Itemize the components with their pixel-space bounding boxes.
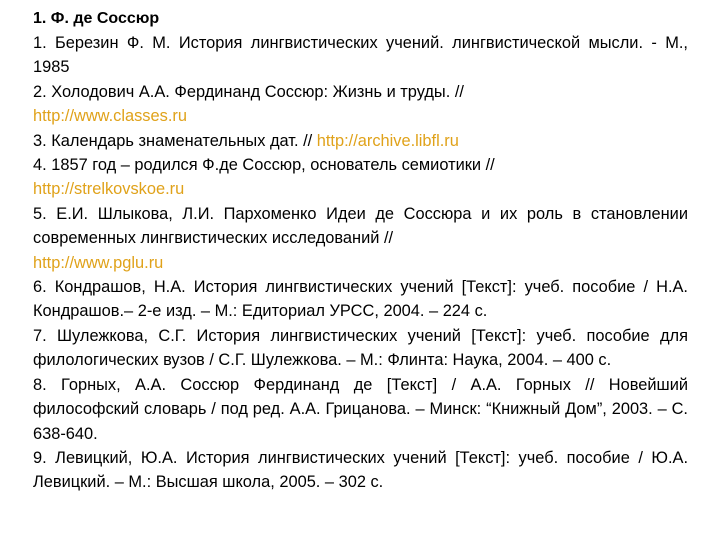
reference-item-8 xyxy=(33,373,688,446)
reference-text: 2. Холодович А.А. Фердинанд Соссюр: Жизнь и труды. // xyxy=(33,82,464,101)
reference-text: 4. 1857 год – родился Ф.де Соссюр, основатель семиотики // xyxy=(33,156,495,175)
reference-text: 9. Левицкий, Ю.А. История лингвистических учений [Текст]: учеб. пособие / Ю.А. Левицкий. – М.: Высшая школа, 2005. – 302 с. xyxy=(33,448,688,492)
reference-item-2 xyxy=(33,80,688,129)
reference-item-9 xyxy=(33,446,688,495)
reference-item-3 xyxy=(33,129,688,153)
reference-text: 1. Березин Ф. М. История лингвистических учений. лингвистической мысли. - М., 1985 xyxy=(33,34,688,77)
reference-item-6 xyxy=(33,275,688,324)
reference-link[interactable]: http://archive.libfl.ru xyxy=(316,131,459,150)
reference-text: 8. Горных, А.А. Соссюр Фердинанд де [Текст] / А.А. Горных // Новейший философский словарь / под ред. А.А. Грицанова. – Минск: “Книжный Дом”, 2003. – С. 638-640. xyxy=(33,375,688,443)
reference-item-5 xyxy=(33,202,688,275)
reference-link[interactable]: http://www.classes.ru xyxy=(33,107,187,126)
reference-link[interactable]: http://strelkovskoe.ru xyxy=(33,180,185,199)
reference-item-1 xyxy=(33,31,688,80)
reference-text: 7. Шулежкова, С.Г. История лингвистических учений [Текст]: учеб. пособие для филологических вузов / С.Г. Шулежкова. – М.: Флинта: Наука, 2004. – 400 с. xyxy=(33,326,688,370)
reference-text: 3. Календарь знаменательных дат. // xyxy=(33,131,313,150)
reference-item-4 xyxy=(33,153,688,202)
reference-item-7 xyxy=(33,324,688,373)
reference-text: 6. Кондрашов, Н.А. История лингвистических учений [Текст]: учеб. пособие / Н.А. Кондрашов.– 2-е изд. – М.: Едиториал УРСС, 2004. – 224 с. xyxy=(33,278,688,321)
reference-text: 5. Е.И. Шлыкова, Л.И. Пархоменко Идеи де Соссюра и их роль в становлении современных лингвистических исследований // xyxy=(33,204,688,248)
reference-link[interactable]: http://www.pglu.ru xyxy=(33,253,164,272)
section-heading: 1. Ф. де Соссюр xyxy=(33,10,160,27)
